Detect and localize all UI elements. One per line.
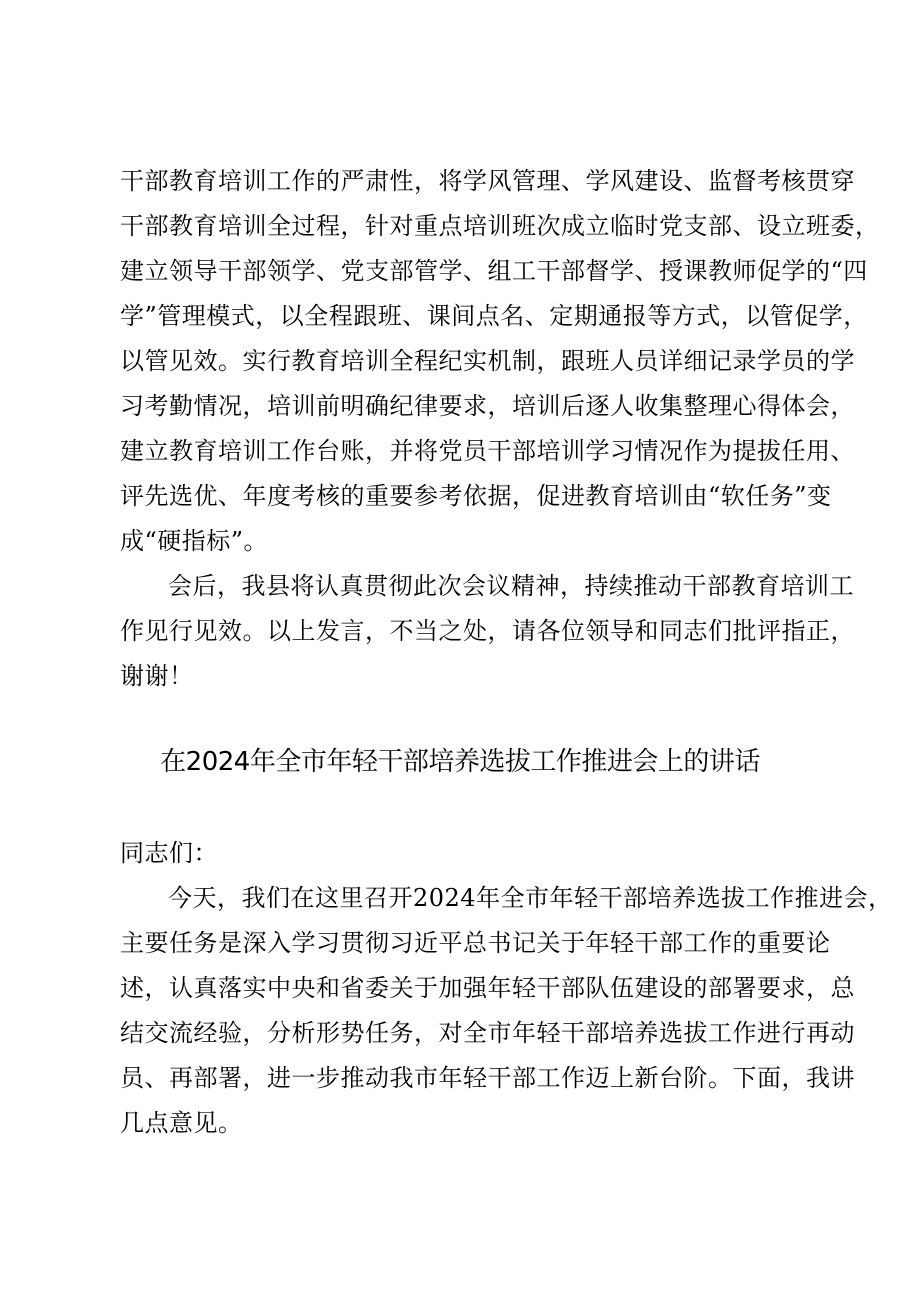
paragraph-line: 学”管理模式，以全程跟班、课间点名、定期通报等方式，以管促学，: [120, 302, 868, 330]
paragraph-line: 干部教育培训全过程，针对重点培训班次成立临时党支部、设立班委，: [120, 212, 880, 240]
paragraph-line: 成“硬指标”。: [120, 527, 269, 555]
closing-paragraph-line: 作见行见效。以上发言，不当之处，请各位领导和同志们批评指正，: [120, 617, 855, 645]
salutation: 同志们：: [120, 839, 218, 867]
paragraph-line: 以管见效。实行教育培训全程纪实机制，跟班人员详细记录学员的学: [120, 347, 855, 375]
opening-paragraph-line: 述，认真落实中央和省委关于加强年轻干部队伍建设的部署要求，总: [120, 974, 855, 1002]
opening-paragraph-line: 几点意见。: [120, 1109, 243, 1137]
opening-paragraph-line: 员、再部署，进一步推动我市年轻干部工作迈上新台阶。下面，我讲: [120, 1064, 855, 1092]
closing-paragraph-line: 会后，我县将认真贯彻此次会议精神，持续推动干部教育培训工: [168, 572, 854, 600]
closing-paragraph-line: 谢谢！: [120, 662, 194, 690]
paragraph-line: 评先选优、年度考核的重要参考依据，促进教育培训由“软任务”变: [120, 482, 832, 510]
opening-paragraph-line: 主要任务是深入学习贯彻习近平总书记关于年轻干部工作的重要论: [120, 929, 831, 957]
paragraph-line: 干部教育培训工作的严肃性，将学风管理、学风建设、监督考核贯穿: [120, 167, 855, 195]
opening-paragraph-line: 今天，我们在这里召开2024年全市年轻干部培养选拔工作推进会，: [168, 884, 893, 912]
paragraph-line: 习考勤情况，培训前明确纪律要求，培训后逐人收集整理心得体会，: [120, 392, 855, 420]
speech-title: 在2024年全市年轻干部培养选拔工作推进会上的讲话: [160, 747, 760, 777]
paragraph-line: 建立教育培训工作台账，并将党员干部培训学习情况作为提拔任用、: [120, 437, 855, 465]
paragraph-line: 建立领导干部领学、党支部管学、组工干部督学、授课教师促学的“四: [120, 257, 868, 285]
opening-paragraph-line: 结交流经验，分析形势任务，对全市年轻干部培养选拔工作进行再动: [120, 1019, 855, 1047]
